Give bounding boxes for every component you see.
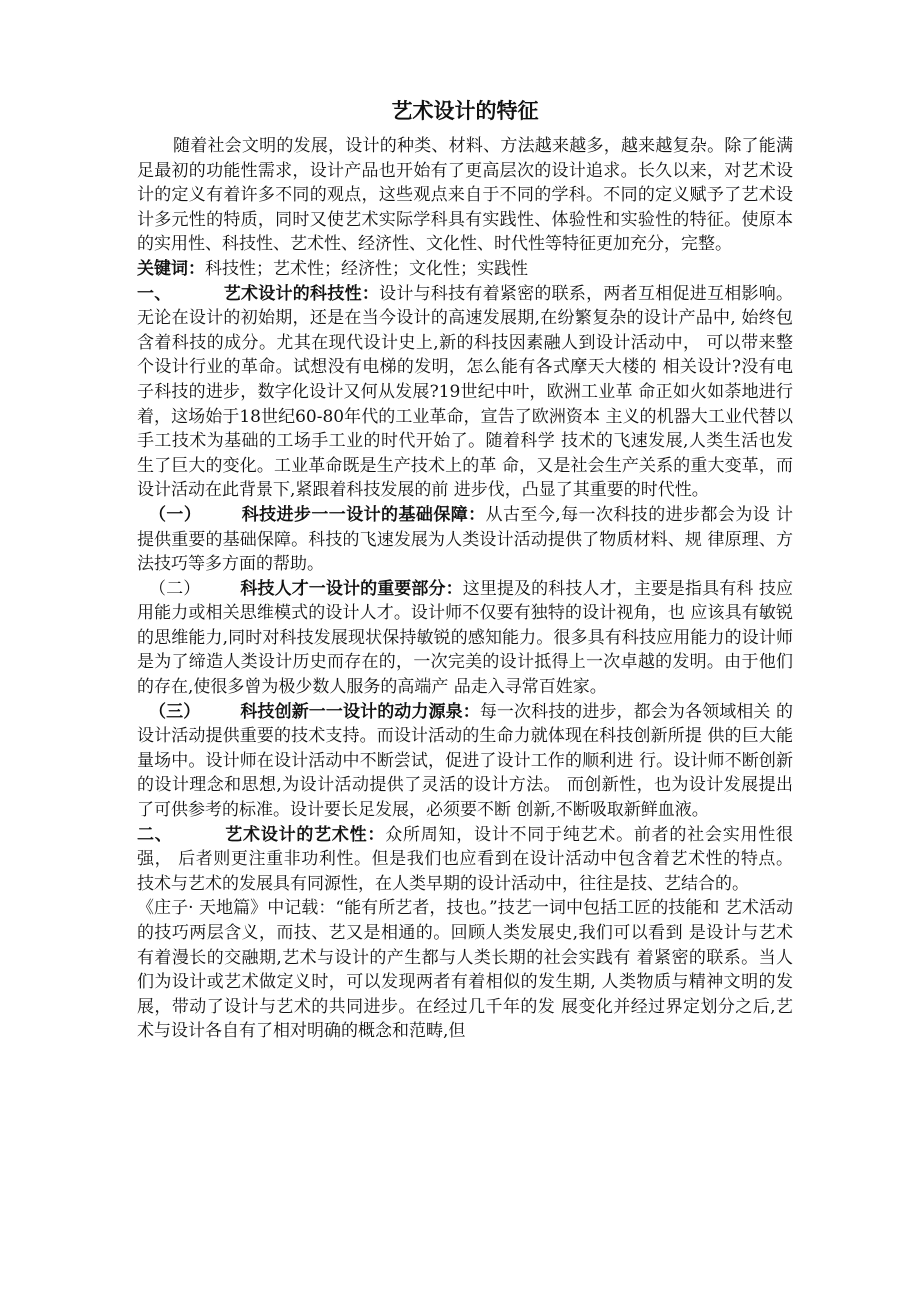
- subsection-1-number: （一）: [149, 504, 202, 525]
- subsection-3: [137, 700, 793, 823]
- closing-paragraph: 《庄子· 天地篇》中记载：“能有所艺者，技也。”技艺一词中包括工匠的技能和 艺术活动的技巧两层含义，而技、艺又是相通的。回顾人类发展史,我们可以看到 是设计与艺术有着漫长的交融期,艺术与设计的产生都与人类长期的社会实践有 着紧密的联系。当人们为设计或艺术做定义时，可以发现两者有着相似的发生期, 人类物质与精神文明的发展，带动了设计与艺术的共同进步。在经过几千年的发 展变化并经过界定划分之后,艺术与设计各自有了相对明确的概念和范畴,但: [137, 898, 793, 1042]
- section-2-body: 众所周知，设计不同于纯艺术。前者的社会实用性很强， 后者则更注重非功利性。但是我们也应看到在设计活动中包含着艺术性的特点。 技术与艺术的发展具有同源性，在人类早期的设计活动中，往往是技、艺结合的。: [137, 824, 794, 894]
- subsection-3-body: 每一次科技的进步，都会为各领域相关 的设计活动提供重要的技术支持。而设计活动的生命力就体现在科技创新所提 供的巨大能量场中。设计师在设计活动中不断尝试，促进了设计工作的顺利进 行。设计师不断创新的设计理念和思想,为设计活动提供了灵活的设计方法。 而创新性，也为设计发展提出了可供参考的标准。设计要长足发展，必须要不断 创新,不断吸取新鲜血液。: [137, 701, 794, 821]
- section-2: [137, 823, 793, 897]
- subsection-1: [137, 503, 793, 577]
- subsection-1-heading: 科技进步一一设计的基础保障：: [241, 504, 486, 525]
- subsection-2: [137, 577, 793, 700]
- section-1: [137, 282, 793, 503]
- section-2-heading: 艺术设计的艺术性：: [224, 824, 386, 845]
- section-1-number: 一、: [137, 283, 172, 304]
- section-2-number: 二、: [137, 824, 173, 845]
- subsection-1-body: 从古至今,每一次科技的进步都会为设 计提供重要的基础保障。科技的飞速发展为人类设计活动提供了物质材料、规 律原理、方法技巧等多方面的帮助。: [137, 504, 793, 575]
- document-body: [137, 96, 793, 1044]
- intro-paragraph: 随着社会文明的发展，设计的种类、材料、方法越来越多，越来越复杂。除了能满足最初的功能性需求，设计产品也开始有了更高层次的设计追求。长久以来，对艺术设计的定义有着许多不同的观点，这些观点来自于不同的学科。不同的定义赋予了艺术设计多元性的特质，同时又使艺术实际学科具有实践性、体验性和实验性的特征。使原本的实用性、科技性、艺术性、经济性、文化性、时代性等特征更加充分，完整。: [137, 136, 793, 255]
- keywords-label: 关键词：: [137, 258, 205, 279]
- section-1-heading: 艺术设计的科技性：: [223, 283, 380, 304]
- document-title: 艺术设计的特征: [391, 99, 539, 123]
- subsection-2-body: 这里提及的科技人才，主要是指具有科 技应用能力或相关思维模式的设计人才。设计师不仅要有独特的设计视角，也 应该具有敏锐的思维能力,同时对科技发展现状保持敏锐的感知能力。很多具有科技应用能力的设计师是为了缔造人类设计历史而存在的，一次完美的设计抵得上一次卓越的发明。由于他们的存在,使很多曾为极少数人服务的高端产 品走入寻常百姓家。: [137, 578, 794, 698]
- subsection-2-heading: 科技人才一设计的重要部分：: [240, 578, 463, 599]
- keywords-text: 科技性；艺术性；经济性；文化性；实践性: [205, 258, 528, 279]
- keywords-line: [137, 257, 793, 282]
- subsection-3-number: （三）: [149, 701, 201, 722]
- subsection-3-heading: 科技创新一一设计的动力源泉：: [240, 701, 480, 722]
- subsection-2-number: （二）: [149, 578, 201, 599]
- section-1-body: 设计与科技有着紧密的联系，两者互相促进互相影响。 无论在设计的初始期，还是在当今设计的高速发展期,在纷繁复杂的设计产品中, 始终包含着科技的成分。尤其在现代设计史上,新的科技因素融人到设计活动中， 可以带来整个设计行业的革命。试想没有电梯的发明，怎么能有各式摩天大楼的 相关设计?没有电子科技的进步，数字化设计又何从发展?19世纪中叶，欧洲工业革 命正如火如荼地进行着，这场始于18世纪60-80年代的工业革命，宣告了欧洲资本 主义的机器大工业代替以手工技术为基础的工场手工业的时代开始了。随着科学 技术的飞速发展,人类生活也发生了巨大的变化。工业革命既是生产技术上的革 命，又是社会生产关系的重大变革，而设计活动在此背景下,紧跟着科技发展的前 进步伐，凸显了其重要的时代性。: [137, 283, 794, 501]
